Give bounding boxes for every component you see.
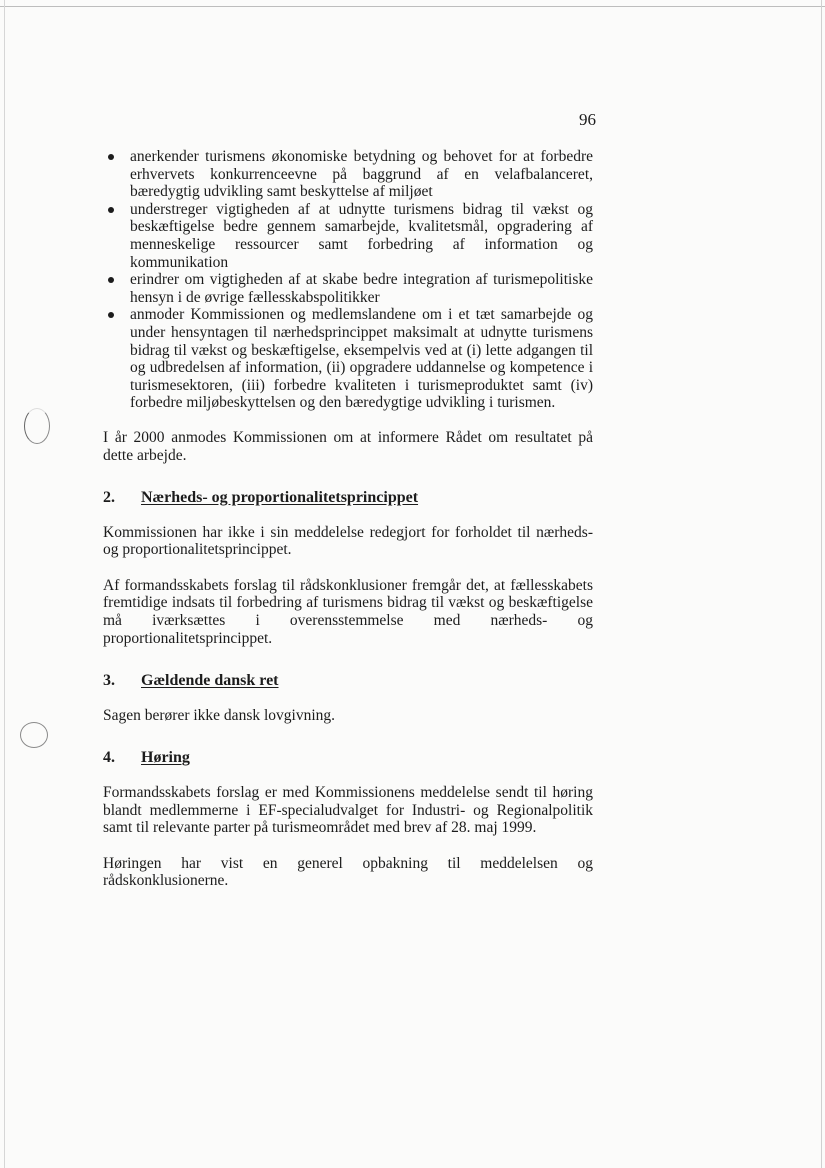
scan-edge-top [0, 6, 825, 7]
section-heading [103, 672, 593, 690]
section-title: Gældende dansk ret [141, 672, 279, 690]
page-number: 96 [579, 110, 596, 129]
section-number: 3. [103, 672, 115, 690]
list-item [103, 306, 593, 412]
section-heading [103, 489, 593, 507]
list-item-text: erindrer om vigtigheden af at skabe bedre integration af turismepolitiske hensyn i de øvrige fællesskabspolitikker [130, 271, 593, 306]
list-item-text: anmoder Kommissionen og medlemslandene om i et tæt samarbejde og under hensyntagen til nærhedsprincippet maksimalt at udnytte turismens bidrag til vækst og beskæftigelse, eksempelvis ved at (i) lette adgangen til og udbredelsen af information, (ii) opgradere uddannelse og kompetence i turismesektoren, (iii) forbedre kvaliteten i turismeproduktet samt (iv) forbedre miljøbeskyttelsen og den bæredygtige udvikling i turismen. [130, 306, 593, 412]
scan-edge-left [4, 0, 5, 1168]
paragraph: Høringen har vist en generel opbakning til meddelelsen og rådskonklusionerne. [103, 854, 593, 890]
paragraph: Sagen berører ikke dansk lovgivning. [103, 706, 336, 724]
list-item [103, 201, 593, 271]
bullet-icon [108, 312, 114, 318]
paragraph: Kommissionen har ikke i sin meddelelse redegjort for forholdet til nærheds- og proportionalitetsprincippet. [103, 523, 593, 559]
list-item [103, 148, 593, 201]
bullet-icon [108, 154, 114, 160]
bullet-icon [108, 277, 114, 283]
section-number: 4. [103, 749, 115, 767]
document-body [103, 148, 593, 890]
paragraph: Formandsskabets forslag er med Kommissionens meddelelse sendt til høring blandt medlemmerne i EF-specialudvalget for Industri- og Regionalpolitik samt til relevante parter på turismeområdet med brev af 28. maj 1999. [103, 784, 593, 837]
paragraph: Af formandsskabets forslag til rådskonklusioner fremgår det, at fællesskabets fremtidige indsats til forbedring af turismens bidrag til vækst og beskæftigelse må iværksættes i overensstemmelse med nærheds- og proportionalitetsprincippet. [103, 576, 593, 647]
list-item [103, 271, 593, 306]
section-number: 2. [103, 489, 115, 507]
punch-hole-mark [20, 722, 48, 748]
paragraph-2000: I år 2000 anmodes Kommissionen om at informere Rådet om resultatet på dette arbejde. [103, 428, 593, 464]
section-title: Høring [141, 749, 190, 767]
punch-hole-mark [24, 408, 50, 444]
conclusion-bullet-list [103, 148, 593, 412]
section-title: Nærheds- og proportionalitetsprincippet [141, 489, 419, 507]
scan-edge-right [821, 0, 822, 1168]
section-heading [103, 749, 593, 767]
bullet-icon [108, 207, 114, 213]
list-item-text: understreger vigtigheden af at udnytte turismens bidrag til vækst og beskæftigelse bedre gennem samarbejde, kvalitetsmål, opgradering af menneskelige ressourcer samt forbedring af information og kommunikation [130, 200, 593, 271]
list-item-text: anerkender turismens økonomiske betydning og behovet for at forbedre erhvervets konkurrenceevne på baggrund af en velafbalanceret, bæredygtig udvikling samt beskyttelse af miljøet [130, 148, 593, 201]
